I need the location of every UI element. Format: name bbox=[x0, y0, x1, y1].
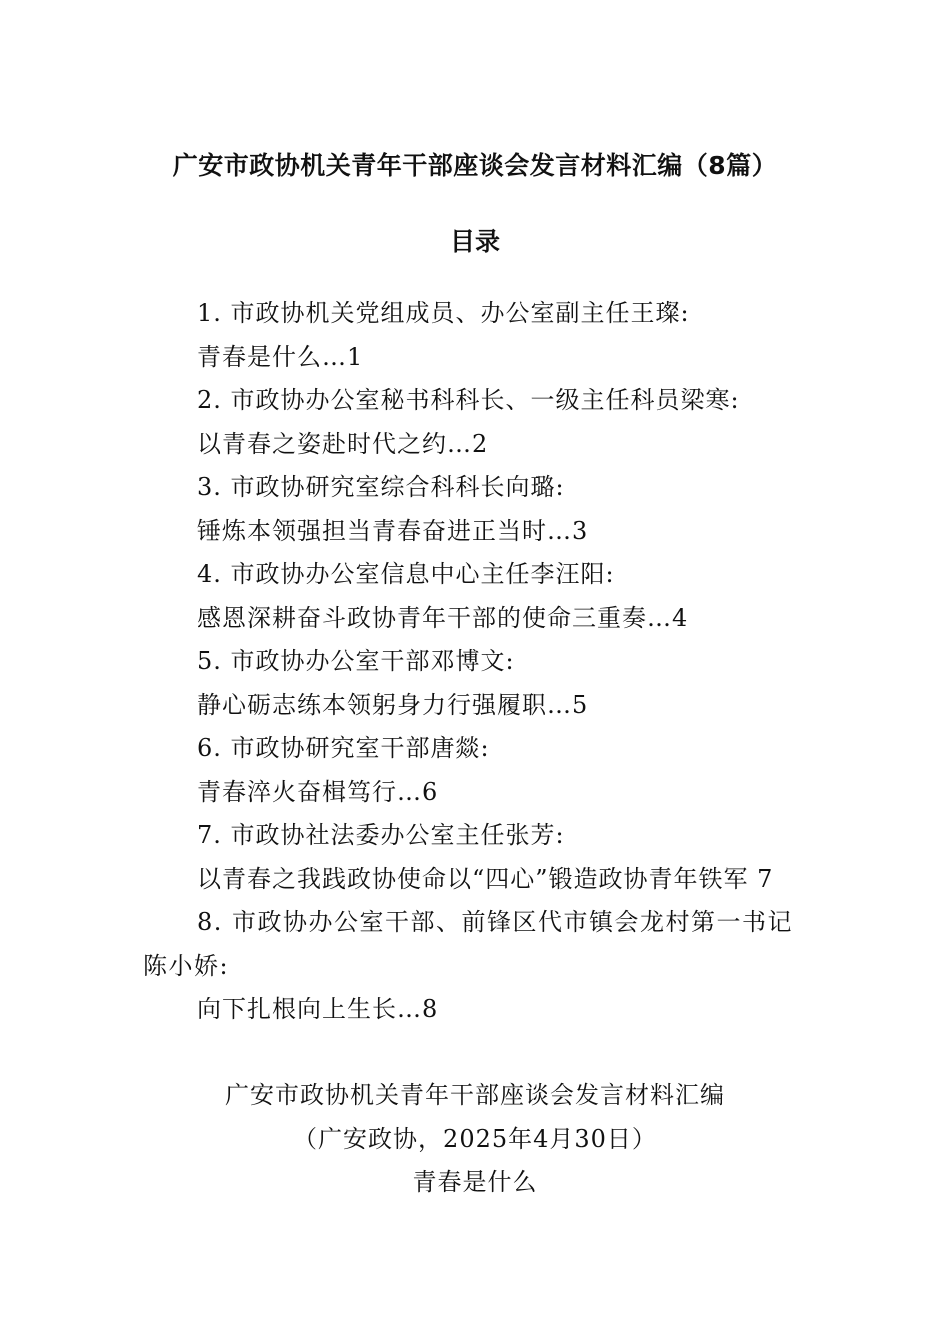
toc-item-heading: 5. 市政协办公室干部邓博文: bbox=[197, 647, 515, 675]
toc-item-subtitle: 锤炼本领强担当青春奋进正当时…3 bbox=[197, 516, 589, 545]
toc-item-subtitle: 静心砺志练本领躬身力行强履职…5 bbox=[197, 690, 589, 719]
toc-item-heading: 2. 市政协办公室秘书科科长、一级主任科员梁寒: bbox=[197, 386, 740, 414]
toc-item-heading: 8. 市政协办公室干部、前锋区代市镇会龙村第一书记陈小娇: bbox=[143, 908, 794, 980]
document-title: 广安市政协机关青年干部座谈会发言材料汇编（8篇） bbox=[172, 151, 778, 180]
article-title: 青春是什么 bbox=[412, 1168, 538, 1196]
toc-item-subtitle: 青春是什么…1 bbox=[197, 342, 364, 371]
toc-item-subtitle: 以青春之姿赴时代之约…2 bbox=[197, 429, 489, 458]
compilation-title: 广安市政协机关青年干部座谈会发言材料汇编 bbox=[225, 1081, 725, 1109]
article-header bbox=[0, 1074, 950, 1205]
toc-item-heading: 7. 市政协社法委办公室主任张芳: bbox=[197, 821, 565, 849]
toc-item-heading: 1. 市政协机关党组成员、办公室副主任王璨: bbox=[197, 299, 690, 327]
toc-item-heading: 3. 市政协研究室综合科科长向璐: bbox=[197, 473, 565, 501]
toc-item-subtitle: 青春淬火奋楫笃行…6 bbox=[197, 777, 439, 806]
table-of-contents bbox=[143, 292, 813, 1032]
toc-heading: 目录 bbox=[449, 227, 500, 256]
source-line: （广安政协，2025年4月30日） bbox=[293, 1124, 657, 1153]
toc-item-heading: 6. 市政协研究室干部唐燚: bbox=[197, 734, 490, 762]
toc-item-subtitle: 向下扎根向上生长…8 bbox=[197, 995, 439, 1023]
toc-item-subtitle: 感恩深耕奋斗政协青年干部的使命三重奏…4 bbox=[197, 603, 689, 632]
toc-item-heading: 4. 市政协办公室信息中心主任李汪阳: bbox=[197, 560, 615, 588]
toc-item-subtitle: 以青春之我践政协使命以“四心”锻造政协青年铁军 7 bbox=[197, 864, 774, 893]
